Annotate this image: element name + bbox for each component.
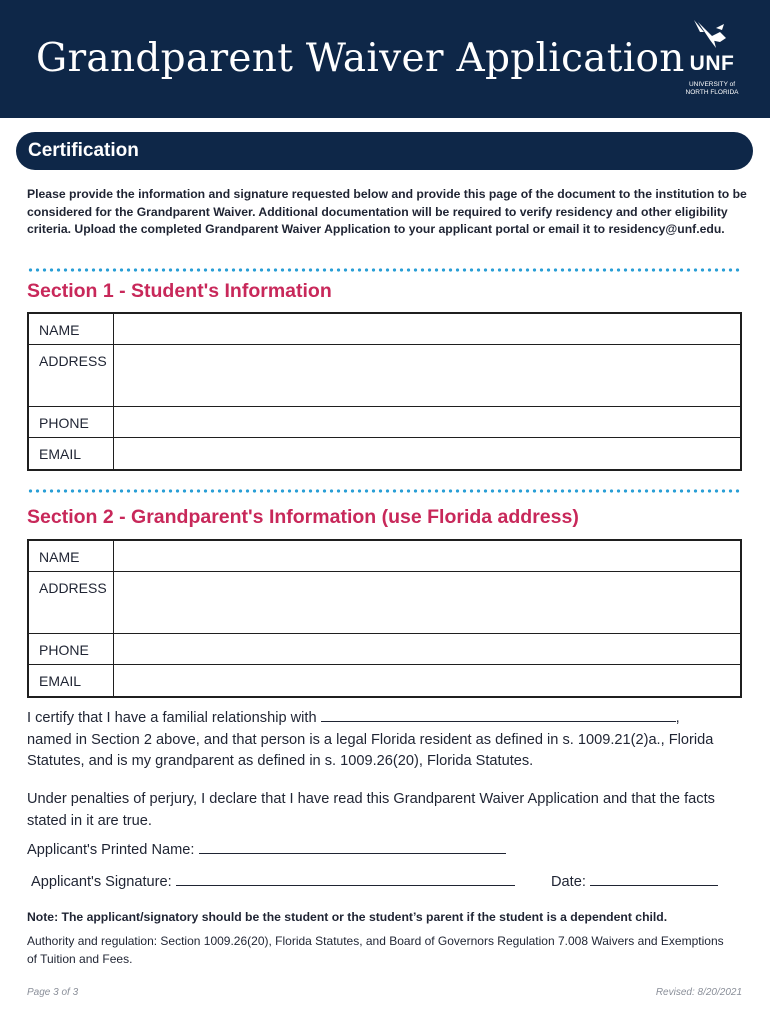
note-text: Note: The applicant/signatory should be the student or the student’s parent if the student is a dependent child. — [27, 910, 668, 924]
osprey-icon — [680, 18, 744, 54]
logo-subtitle: UNIVERSITY of NORTH FLORIDA — [685, 81, 739, 96]
unf-logo — [680, 18, 744, 100]
printed-name-label: Applicant's Printed Name: — [27, 842, 195, 858]
certify-comma: , — [675, 710, 680, 726]
name-label: NAME — [29, 541, 114, 571]
email-label: EMAIL — [29, 665, 114, 696]
page-number: Page 3 of 3 — [27, 987, 79, 998]
authority-text: Authority and regulation: Section 1009.26(20), Florida Statutes, and Board of Governors Regulation 7.008 Waivers and Exemptions of Tuition and Fees. — [27, 934, 724, 966]
certify-prefix: I certify that I have a familial relationship with — [27, 710, 317, 726]
printed-name-field[interactable] — [199, 840, 506, 854]
dotted-divider — [27, 489, 742, 493]
printed-name-line — [27, 840, 742, 862]
date-line — [551, 872, 731, 894]
grandparent-address-field[interactable] — [114, 572, 740, 633]
grandparent-email-field[interactable] — [114, 665, 740, 696]
certify-rest: named in Section 2 above, and that person is a legal Florida resident as defined in s. 1009.21(2)a., Florida Statutes, and is my grandparent as defined in s. 1009.26(20), Florida Statutes. — [27, 731, 714, 769]
table-row — [29, 407, 740, 438]
date-field[interactable] — [590, 872, 718, 886]
signature-field[interactable] — [176, 872, 515, 886]
signature-label: Applicant's Signature: — [31, 874, 172, 890]
address-label: ADDRESS — [29, 345, 114, 406]
page-title: Grandparent Waiver Application — [36, 36, 685, 81]
address-label: ADDRESS — [29, 572, 114, 633]
student-address-field[interactable] — [114, 345, 740, 406]
student-email-field[interactable] — [114, 438, 740, 469]
phone-label: PHONE — [29, 634, 114, 664]
table-row — [29, 541, 740, 572]
revised-date: Revised: 8/20/2021 — [655, 987, 742, 998]
table-row — [29, 345, 740, 407]
table-row — [29, 438, 740, 469]
student-phone-field[interactable] — [114, 407, 740, 437]
dotted-divider — [27, 268, 742, 272]
grandparent-info-table — [27, 539, 742, 698]
certification-heading: Certification — [28, 140, 139, 161]
logo-wordmark: UNF — [689, 52, 735, 75]
grandparent-phone-field[interactable] — [114, 634, 740, 664]
certification-bar — [16, 132, 753, 170]
relationship-blank[interactable] — [321, 708, 676, 722]
table-row — [29, 665, 740, 696]
name-label: NAME — [29, 314, 114, 344]
student-name-field[interactable] — [114, 314, 740, 344]
table-row — [29, 314, 740, 345]
certify-statement — [27, 708, 742, 773]
date-label: Date: — [551, 874, 586, 890]
email-label: EMAIL — [29, 438, 114, 469]
table-row — [29, 572, 740, 634]
page-header — [0, 0, 770, 118]
perjury-statement: Under penalties of perjury, I declare that I have read this Grandparent Waiver Application and that the facts stated in it are true. — [27, 791, 715, 829]
intro-paragraph: Please provide the information and signature requested below and provide this page of the document to the institution to be considered for the Grandparent Waiver. Additional documentation will be required to verify residency and other eligibility criteria. Upload the completed Grandparent Waiver Application to your applicant portal or email it to residency@unf.edu. — [27, 187, 747, 237]
section2-title: Section 2 - Grandparent's Information (use Florida address) — [27, 506, 579, 528]
student-info-table — [27, 312, 742, 471]
table-row — [29, 634, 740, 665]
grandparent-name-field[interactable] — [114, 541, 740, 571]
section1-title: Section 1 - Student's Information — [27, 280, 332, 302]
phone-label: PHONE — [29, 407, 114, 437]
